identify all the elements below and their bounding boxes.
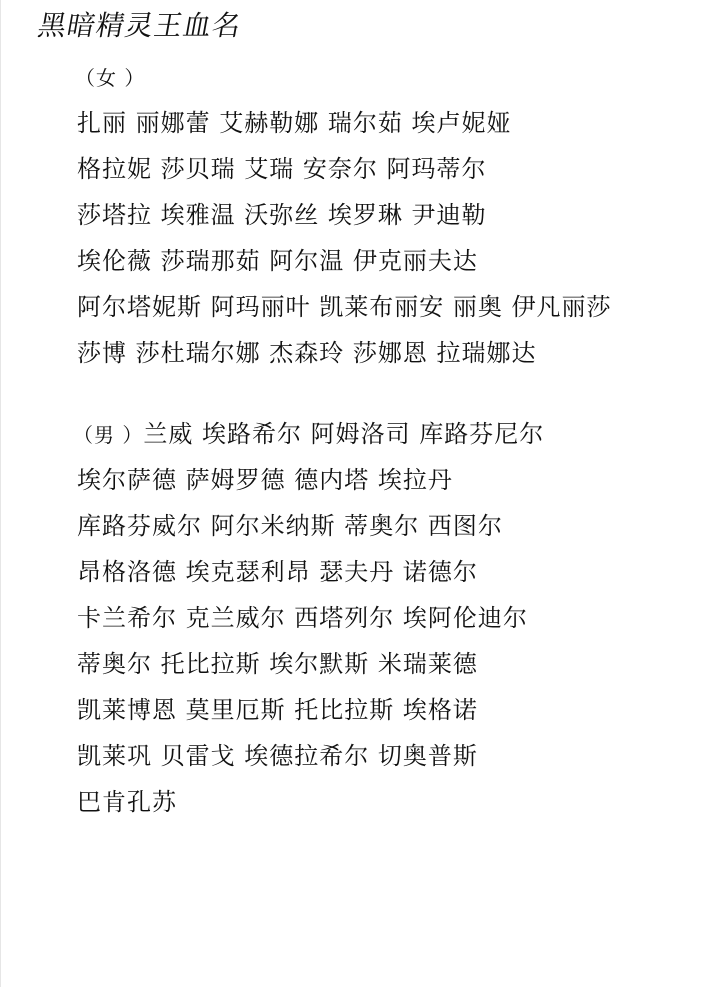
male-name-line-5: 蒂奥尔 托比拉斯 埃尔默斯 米瑞莱德 [77,650,478,678]
male-name-line-7: 凯莱巩 贝雷戈 埃德拉希尔 切奥普斯 [77,742,478,770]
male-name-line-first: 兰威 埃路希尔 阿姆洛司 库路芬尼尔 [143,420,545,448]
male-first-line [73,418,544,451]
male-name-line-6: 凯莱博恩 莫里厄斯 托比拉斯 埃格诺 [77,696,478,724]
female-section-label: （女 ） [75,66,146,90]
female-name-line-5: 阿尔塔妮斯 阿玛丽叶 凯莱布丽安 丽奥 伊凡丽莎 [77,293,612,321]
female-name-line-1: 扎丽 丽娜蕾 艾赫勒娜 瑞尔茹 埃卢妮娅 [77,109,512,137]
male-name-line-1: 埃尔萨德 萨姆罗德 德内塔 埃拉丹 [77,466,453,494]
male-name-line-3: 昂格洛德 埃克瑟利昂 瑟夫丹 诺德尔 [77,558,478,586]
male-section-label: （男 ） [73,423,144,447]
male-name-line-8: 巴肯孔苏 [77,788,177,816]
male-name-line-4: 卡兰希尔 克兰威尔 西塔列尔 埃阿伦迪尔 [77,604,528,632]
female-name-line-2: 格拉妮 莎贝瑞 艾瑞 安奈尔 阿玛蒂尔 [77,155,487,183]
document-title: 黑暗精灵王血名 [35,9,245,42]
female-name-line-4: 埃伦薇 莎瑞那茹 阿尔温 伊克丽夫达 [77,247,478,275]
female-name-line-6: 莎博 莎杜瑞尔娜 杰森玲 莎娜恩 拉瑞娜达 [77,339,537,367]
male-name-line-2: 库路芬威尔 阿尔米纳斯 蒂奥尔 西图尔 [77,512,503,540]
female-name-line-3: 莎塔拉 埃雅温 沃弥丝 埃罗琳 尹迪勒 [77,201,487,229]
